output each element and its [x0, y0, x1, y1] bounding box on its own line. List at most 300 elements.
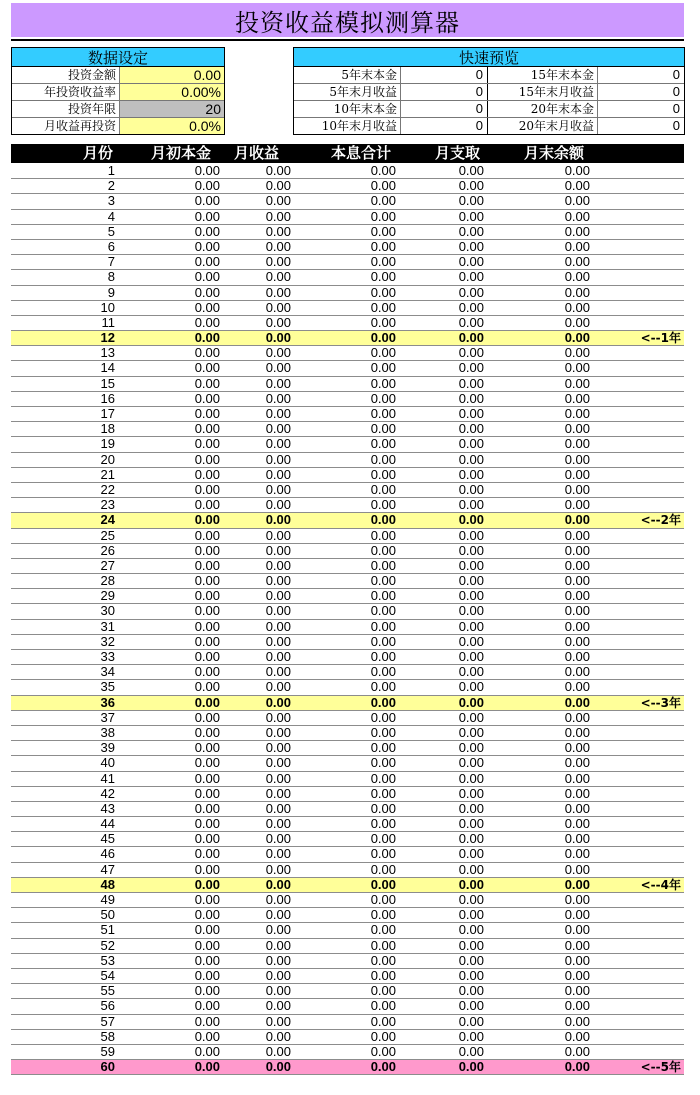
cell-total: 0.00 [370, 785, 396, 801]
cell-withdraw: 0.00 [458, 451, 484, 467]
annual-rate-input[interactable]: 0.00% [120, 84, 224, 100]
cell-income: 0.00 [265, 649, 291, 664]
table-row [11, 225, 684, 240]
preview-label: 5年末本金 [341, 68, 397, 82]
cell-balance: 0.00 [564, 755, 590, 771]
cell-withdraw: 0.00 [458, 193, 484, 209]
cell-income: 0.00 [265, 983, 291, 999]
table-row [11, 270, 684, 285]
cell-start: 0.00 [194, 679, 220, 695]
table-row [11, 696, 684, 711]
cell-withdraw: 0.00 [458, 345, 484, 361]
cell-month: 5 [107, 223, 115, 239]
table-row [11, 544, 684, 559]
cell-withdraw: 0.00 [458, 816, 484, 832]
cell-month: 41 [100, 770, 115, 786]
cell-withdraw: 0.00 [458, 907, 484, 923]
cell-month: 7 [107, 254, 115, 270]
cell-income: 0.00 [265, 497, 291, 513]
cell-start: 0.00 [194, 254, 220, 270]
cell-start: 0.00 [194, 709, 220, 725]
cell-start: 0.00 [194, 892, 220, 907]
year-marker: <--5年 [640, 1060, 681, 1075]
table-row [11, 756, 684, 771]
table-row [11, 422, 684, 437]
header-withdraw: 月支取 [435, 144, 481, 162]
preview-label: 15年末月收益 [518, 85, 594, 99]
table-row [11, 772, 684, 787]
preview-label: 10年末月收益 [321, 119, 397, 133]
cell-total: 0.00 [370, 998, 396, 1014]
table-row [11, 361, 684, 376]
amount-input[interactable]: 0.00 [120, 67, 224, 83]
table-row [11, 453, 684, 468]
cell-withdraw: 0.00 [458, 481, 484, 497]
cell-month: 24 [100, 512, 115, 528]
cell-start: 0.00 [194, 588, 220, 604]
cell-balance: 0.00 [564, 922, 590, 938]
cell-balance: 0.00 [564, 892, 590, 907]
cell-withdraw: 0.00 [458, 421, 484, 437]
cell-income: 0.00 [265, 740, 291, 756]
cell-income: 0.00 [265, 299, 291, 315]
cell-total: 0.00 [370, 451, 396, 467]
cell-balance: 0.00 [564, 436, 590, 452]
cell-withdraw: 0.00 [458, 497, 484, 513]
cell-balance: 0.00 [564, 770, 590, 786]
table-row [11, 316, 684, 331]
cell-withdraw: 0.00 [458, 800, 484, 816]
cell-total: 0.00 [370, 481, 396, 497]
settings-row-amount [12, 67, 224, 84]
cell-month: 60 [100, 1059, 115, 1075]
cell-balance: 0.00 [564, 542, 590, 558]
cell-total: 0.00 [370, 709, 396, 725]
cell-month: 57 [100, 1013, 115, 1029]
cell-balance: 0.00 [564, 345, 590, 361]
cell-withdraw: 0.00 [458, 512, 484, 528]
table-row [11, 787, 684, 802]
reinvest-input[interactable]: 0.0% [120, 118, 224, 134]
cell-total: 0.00 [370, 466, 396, 482]
cell-month: 40 [100, 755, 115, 771]
cell-balance: 0.00 [564, 633, 590, 649]
year-marker: <--1年 [640, 331, 681, 346]
cell-month: 15 [100, 375, 115, 391]
cell-balance: 0.00 [564, 299, 590, 315]
cell-balance: 0.00 [564, 421, 590, 437]
cell-start: 0.00 [194, 1028, 220, 1044]
cell-income: 0.00 [265, 1013, 291, 1029]
table-row [11, 893, 684, 908]
cell-total: 0.00 [370, 1059, 396, 1075]
cell-withdraw: 0.00 [458, 618, 484, 634]
cell-withdraw: 0.00 [458, 831, 484, 847]
cell-total: 0.00 [370, 573, 396, 589]
cell-start: 0.00 [194, 223, 220, 239]
cell-total: 0.00 [370, 330, 396, 346]
cell-income: 0.00 [265, 967, 291, 983]
table-row [11, 255, 684, 270]
cell-balance: 0.00 [564, 481, 590, 497]
preview-value: 0 [597, 84, 684, 100]
cell-total: 0.00 [370, 740, 396, 756]
cell-month: 19 [100, 436, 115, 452]
preview-row [294, 84, 684, 101]
cell-income: 0.00 [265, 907, 291, 923]
preview-value: 0 [400, 84, 488, 100]
preview-label: 5年末月收益 [329, 85, 397, 99]
cell-start: 0.00 [194, 694, 220, 710]
cell-withdraw: 0.00 [458, 406, 484, 421]
table-row [11, 939, 684, 954]
cell-income: 0.00 [265, 785, 291, 801]
table-row [11, 559, 684, 574]
settings-row-rate [12, 84, 224, 101]
cell-income: 0.00 [265, 876, 291, 892]
cell-withdraw: 0.00 [458, 633, 484, 649]
cell-balance: 0.00 [564, 375, 590, 391]
cell-month: 38 [100, 724, 115, 740]
cell-start: 0.00 [194, 603, 220, 619]
cell-total: 0.00 [370, 876, 396, 892]
cell-month: 53 [100, 952, 115, 968]
cell-balance: 0.00 [564, 937, 590, 953]
table-row [11, 377, 684, 392]
table-row [11, 286, 684, 301]
preview-label: 10年末本金 [333, 102, 397, 116]
table-row [11, 437, 684, 452]
cell-start: 0.00 [194, 314, 220, 330]
cell-total: 0.00 [370, 557, 396, 573]
cell-income: 0.00 [265, 755, 291, 771]
cell-withdraw: 0.00 [458, 330, 484, 346]
cell-income: 0.00 [265, 254, 291, 270]
cell-month: 59 [100, 1043, 115, 1059]
settings-panel [11, 47, 225, 135]
cell-start: 0.00 [194, 998, 220, 1014]
table-row [11, 589, 684, 604]
cell-month: 34 [100, 664, 115, 680]
cell-start: 0.00 [194, 512, 220, 528]
cell-total: 0.00 [370, 816, 396, 832]
cell-month: 25 [100, 527, 115, 543]
cell-month: 30 [100, 603, 115, 619]
cell-balance: 0.00 [564, 512, 590, 528]
cell-income: 0.00 [265, 421, 291, 437]
table-row [11, 574, 684, 589]
cell-withdraw: 0.00 [458, 740, 484, 756]
cell-total: 0.00 [370, 618, 396, 634]
cell-withdraw: 0.00 [458, 269, 484, 285]
cell-withdraw: 0.00 [458, 983, 484, 999]
cell-withdraw: 0.00 [458, 238, 484, 254]
cell-balance: 0.00 [564, 193, 590, 209]
table-row [11, 331, 684, 346]
cell-balance: 0.00 [564, 163, 590, 178]
cell-withdraw: 0.00 [458, 922, 484, 938]
cell-balance: 0.00 [564, 451, 590, 467]
cell-withdraw: 0.00 [458, 542, 484, 558]
cell-income: 0.00 [265, 481, 291, 497]
cell-withdraw: 0.00 [458, 223, 484, 239]
cell-start: 0.00 [194, 527, 220, 543]
cell-withdraw: 0.00 [458, 694, 484, 710]
cell-month: 44 [100, 816, 115, 832]
cell-start: 0.00 [194, 664, 220, 680]
cell-start: 0.00 [194, 542, 220, 558]
header-balance: 月末余额 [524, 144, 585, 162]
cell-month: 13 [100, 345, 115, 361]
cell-start: 0.00 [194, 952, 220, 968]
cell-balance: 0.00 [564, 983, 590, 999]
table-row [11, 635, 684, 650]
cell-total: 0.00 [370, 421, 396, 437]
table-row [11, 407, 684, 422]
cell-start: 0.00 [194, 163, 220, 178]
cell-start: 0.00 [194, 406, 220, 421]
cell-month: 42 [100, 785, 115, 801]
cell-start: 0.00 [194, 238, 220, 254]
cell-month: 56 [100, 998, 115, 1014]
cell-income: 0.00 [265, 345, 291, 361]
cell-balance: 0.00 [564, 208, 590, 224]
cell-balance: 0.00 [564, 876, 590, 892]
cell-withdraw: 0.00 [458, 1013, 484, 1029]
cell-balance: 0.00 [564, 800, 590, 816]
cell-start: 0.00 [194, 481, 220, 497]
cell-withdraw: 0.00 [458, 967, 484, 983]
cell-income: 0.00 [265, 238, 291, 254]
cell-balance: 0.00 [564, 1043, 590, 1059]
table-row [11, 1045, 684, 1060]
cell-withdraw: 0.00 [458, 1028, 484, 1044]
preview-row [294, 101, 684, 118]
cell-balance: 0.00 [564, 573, 590, 589]
cell-balance: 0.00 [564, 557, 590, 573]
cell-withdraw: 0.00 [458, 254, 484, 270]
cell-withdraw: 0.00 [458, 998, 484, 1014]
header-total: 本息合计 [331, 144, 392, 162]
cell-income: 0.00 [265, 694, 291, 710]
cell-start: 0.00 [194, 770, 220, 786]
cell-total: 0.00 [370, 512, 396, 528]
cell-total: 0.00 [370, 770, 396, 786]
cell-month: 26 [100, 542, 115, 558]
cell-balance: 0.00 [564, 269, 590, 285]
cell-total: 0.00 [370, 1013, 396, 1029]
cell-month: 3 [107, 193, 115, 209]
settings-label: 投资年限 [12, 101, 120, 117]
preview-header: 快速预览 [294, 48, 684, 67]
table-row [11, 680, 684, 695]
cell-start: 0.00 [194, 876, 220, 892]
cell-income: 0.00 [265, 664, 291, 680]
cell-start: 0.00 [194, 178, 220, 194]
cell-total: 0.00 [370, 1043, 396, 1059]
preview-row [294, 118, 684, 134]
table-row [11, 802, 684, 817]
cell-balance: 0.00 [564, 618, 590, 634]
table-row [11, 847, 684, 862]
cell-income: 0.00 [265, 922, 291, 938]
cell-start: 0.00 [194, 1043, 220, 1059]
cell-income: 0.00 [265, 193, 291, 209]
table-row [11, 984, 684, 999]
cell-income: 0.00 [265, 466, 291, 482]
table-row [11, 878, 684, 893]
table-row [11, 194, 684, 209]
cell-withdraw: 0.00 [458, 573, 484, 589]
settings-label: 年投资收益率 [12, 84, 120, 100]
cell-total: 0.00 [370, 497, 396, 513]
table-row [11, 210, 684, 225]
cell-income: 0.00 [265, 208, 291, 224]
cell-income: 0.00 [265, 223, 291, 239]
cell-month: 37 [100, 709, 115, 725]
cell-balance: 0.00 [564, 254, 590, 270]
cell-balance: 0.00 [564, 664, 590, 680]
cell-total: 0.00 [370, 967, 396, 983]
cell-total: 0.00 [370, 254, 396, 270]
cell-total: 0.00 [370, 178, 396, 194]
cell-month: 46 [100, 846, 115, 862]
cell-income: 0.00 [265, 163, 291, 178]
cell-income: 0.00 [265, 952, 291, 968]
header-start: 月初本金 [151, 144, 212, 162]
cell-balance: 0.00 [564, 649, 590, 664]
table-row [11, 1060, 684, 1075]
cell-balance: 0.00 [564, 406, 590, 421]
cell-month: 21 [100, 466, 115, 482]
table-row [11, 620, 684, 635]
cell-withdraw: 0.00 [458, 709, 484, 725]
cell-balance: 0.00 [564, 466, 590, 482]
cell-month: 10 [100, 299, 115, 315]
cell-balance: 0.00 [564, 724, 590, 740]
table-row [11, 817, 684, 832]
preview-value: 0 [400, 67, 488, 83]
cell-income: 0.00 [265, 512, 291, 528]
cell-total: 0.00 [370, 284, 396, 300]
cell-month: 4 [107, 208, 115, 224]
cell-income: 0.00 [265, 1028, 291, 1044]
cell-start: 0.00 [194, 208, 220, 224]
cell-total: 0.00 [370, 527, 396, 543]
cell-total: 0.00 [370, 163, 396, 178]
table-row [11, 483, 684, 498]
cell-withdraw: 0.00 [458, 375, 484, 391]
table-row [11, 665, 684, 680]
cell-withdraw: 0.00 [458, 299, 484, 315]
page-title: 投资收益模拟测算器 [11, 3, 684, 37]
cell-month: 39 [100, 740, 115, 756]
cell-start: 0.00 [194, 967, 220, 983]
cell-total: 0.00 [370, 892, 396, 907]
cell-start: 0.00 [194, 618, 220, 634]
cell-withdraw: 0.00 [458, 1059, 484, 1075]
cell-total: 0.00 [370, 861, 396, 877]
cell-start: 0.00 [194, 269, 220, 285]
cell-withdraw: 0.00 [458, 770, 484, 786]
cell-start: 0.00 [194, 740, 220, 756]
cell-total: 0.00 [370, 831, 396, 847]
cell-withdraw: 0.00 [458, 527, 484, 543]
cell-withdraw: 0.00 [458, 360, 484, 376]
cell-month: 29 [100, 588, 115, 604]
cell-total: 0.00 [370, 800, 396, 816]
cell-income: 0.00 [265, 709, 291, 725]
cell-total: 0.00 [370, 846, 396, 862]
cell-month: 9 [107, 284, 115, 300]
cell-balance: 0.00 [564, 861, 590, 877]
cell-start: 0.00 [194, 922, 220, 938]
cell-month: 12 [100, 330, 115, 346]
cell-month: 52 [100, 937, 115, 953]
cell-month: 14 [100, 360, 115, 376]
cell-month: 6 [107, 238, 115, 254]
cell-income: 0.00 [265, 800, 291, 816]
cell-start: 0.00 [194, 573, 220, 589]
cell-withdraw: 0.00 [458, 208, 484, 224]
cell-month: 27 [100, 557, 115, 573]
cell-month: 23 [100, 497, 115, 513]
year-marker: <--4年 [640, 877, 681, 892]
cell-total: 0.00 [370, 664, 396, 680]
cell-withdraw: 0.00 [458, 724, 484, 740]
preview-value: 0 [400, 118, 488, 134]
table-row [11, 711, 684, 726]
table-row [11, 969, 684, 984]
cell-month: 36 [100, 694, 115, 710]
cell-balance: 0.00 [564, 284, 590, 300]
table-row [11, 999, 684, 1014]
cell-income: 0.00 [265, 178, 291, 194]
cell-balance: 0.00 [564, 694, 590, 710]
cell-withdraw: 0.00 [458, 436, 484, 452]
cell-start: 0.00 [194, 724, 220, 740]
table-row [11, 863, 684, 878]
cell-total: 0.00 [370, 922, 396, 938]
cell-start: 0.00 [194, 983, 220, 999]
cell-total: 0.00 [370, 542, 396, 558]
cell-start: 0.00 [194, 649, 220, 664]
cell-total: 0.00 [370, 603, 396, 619]
cell-balance: 0.00 [564, 952, 590, 968]
cell-income: 0.00 [265, 937, 291, 953]
cell-income: 0.00 [265, 603, 291, 619]
preview-label: 20年末本金 [530, 102, 594, 116]
cell-balance: 0.00 [564, 709, 590, 725]
cell-income: 0.00 [265, 724, 291, 740]
cell-month: 58 [100, 1028, 115, 1044]
cell-total: 0.00 [370, 694, 396, 710]
cell-withdraw: 0.00 [458, 390, 484, 406]
cell-income: 0.00 [265, 1059, 291, 1075]
cell-total: 0.00 [370, 193, 396, 209]
cell-start: 0.00 [194, 755, 220, 771]
cell-total: 0.00 [370, 314, 396, 330]
cell-start: 0.00 [194, 436, 220, 452]
cell-balance: 0.00 [564, 785, 590, 801]
cell-withdraw: 0.00 [458, 937, 484, 953]
years-input[interactable]: 20 [120, 101, 224, 117]
table-row [11, 301, 684, 316]
cell-month: 17 [100, 406, 115, 421]
cell-month: 8 [107, 269, 115, 285]
cell-withdraw: 0.00 [458, 679, 484, 695]
table-row [11, 1015, 684, 1030]
